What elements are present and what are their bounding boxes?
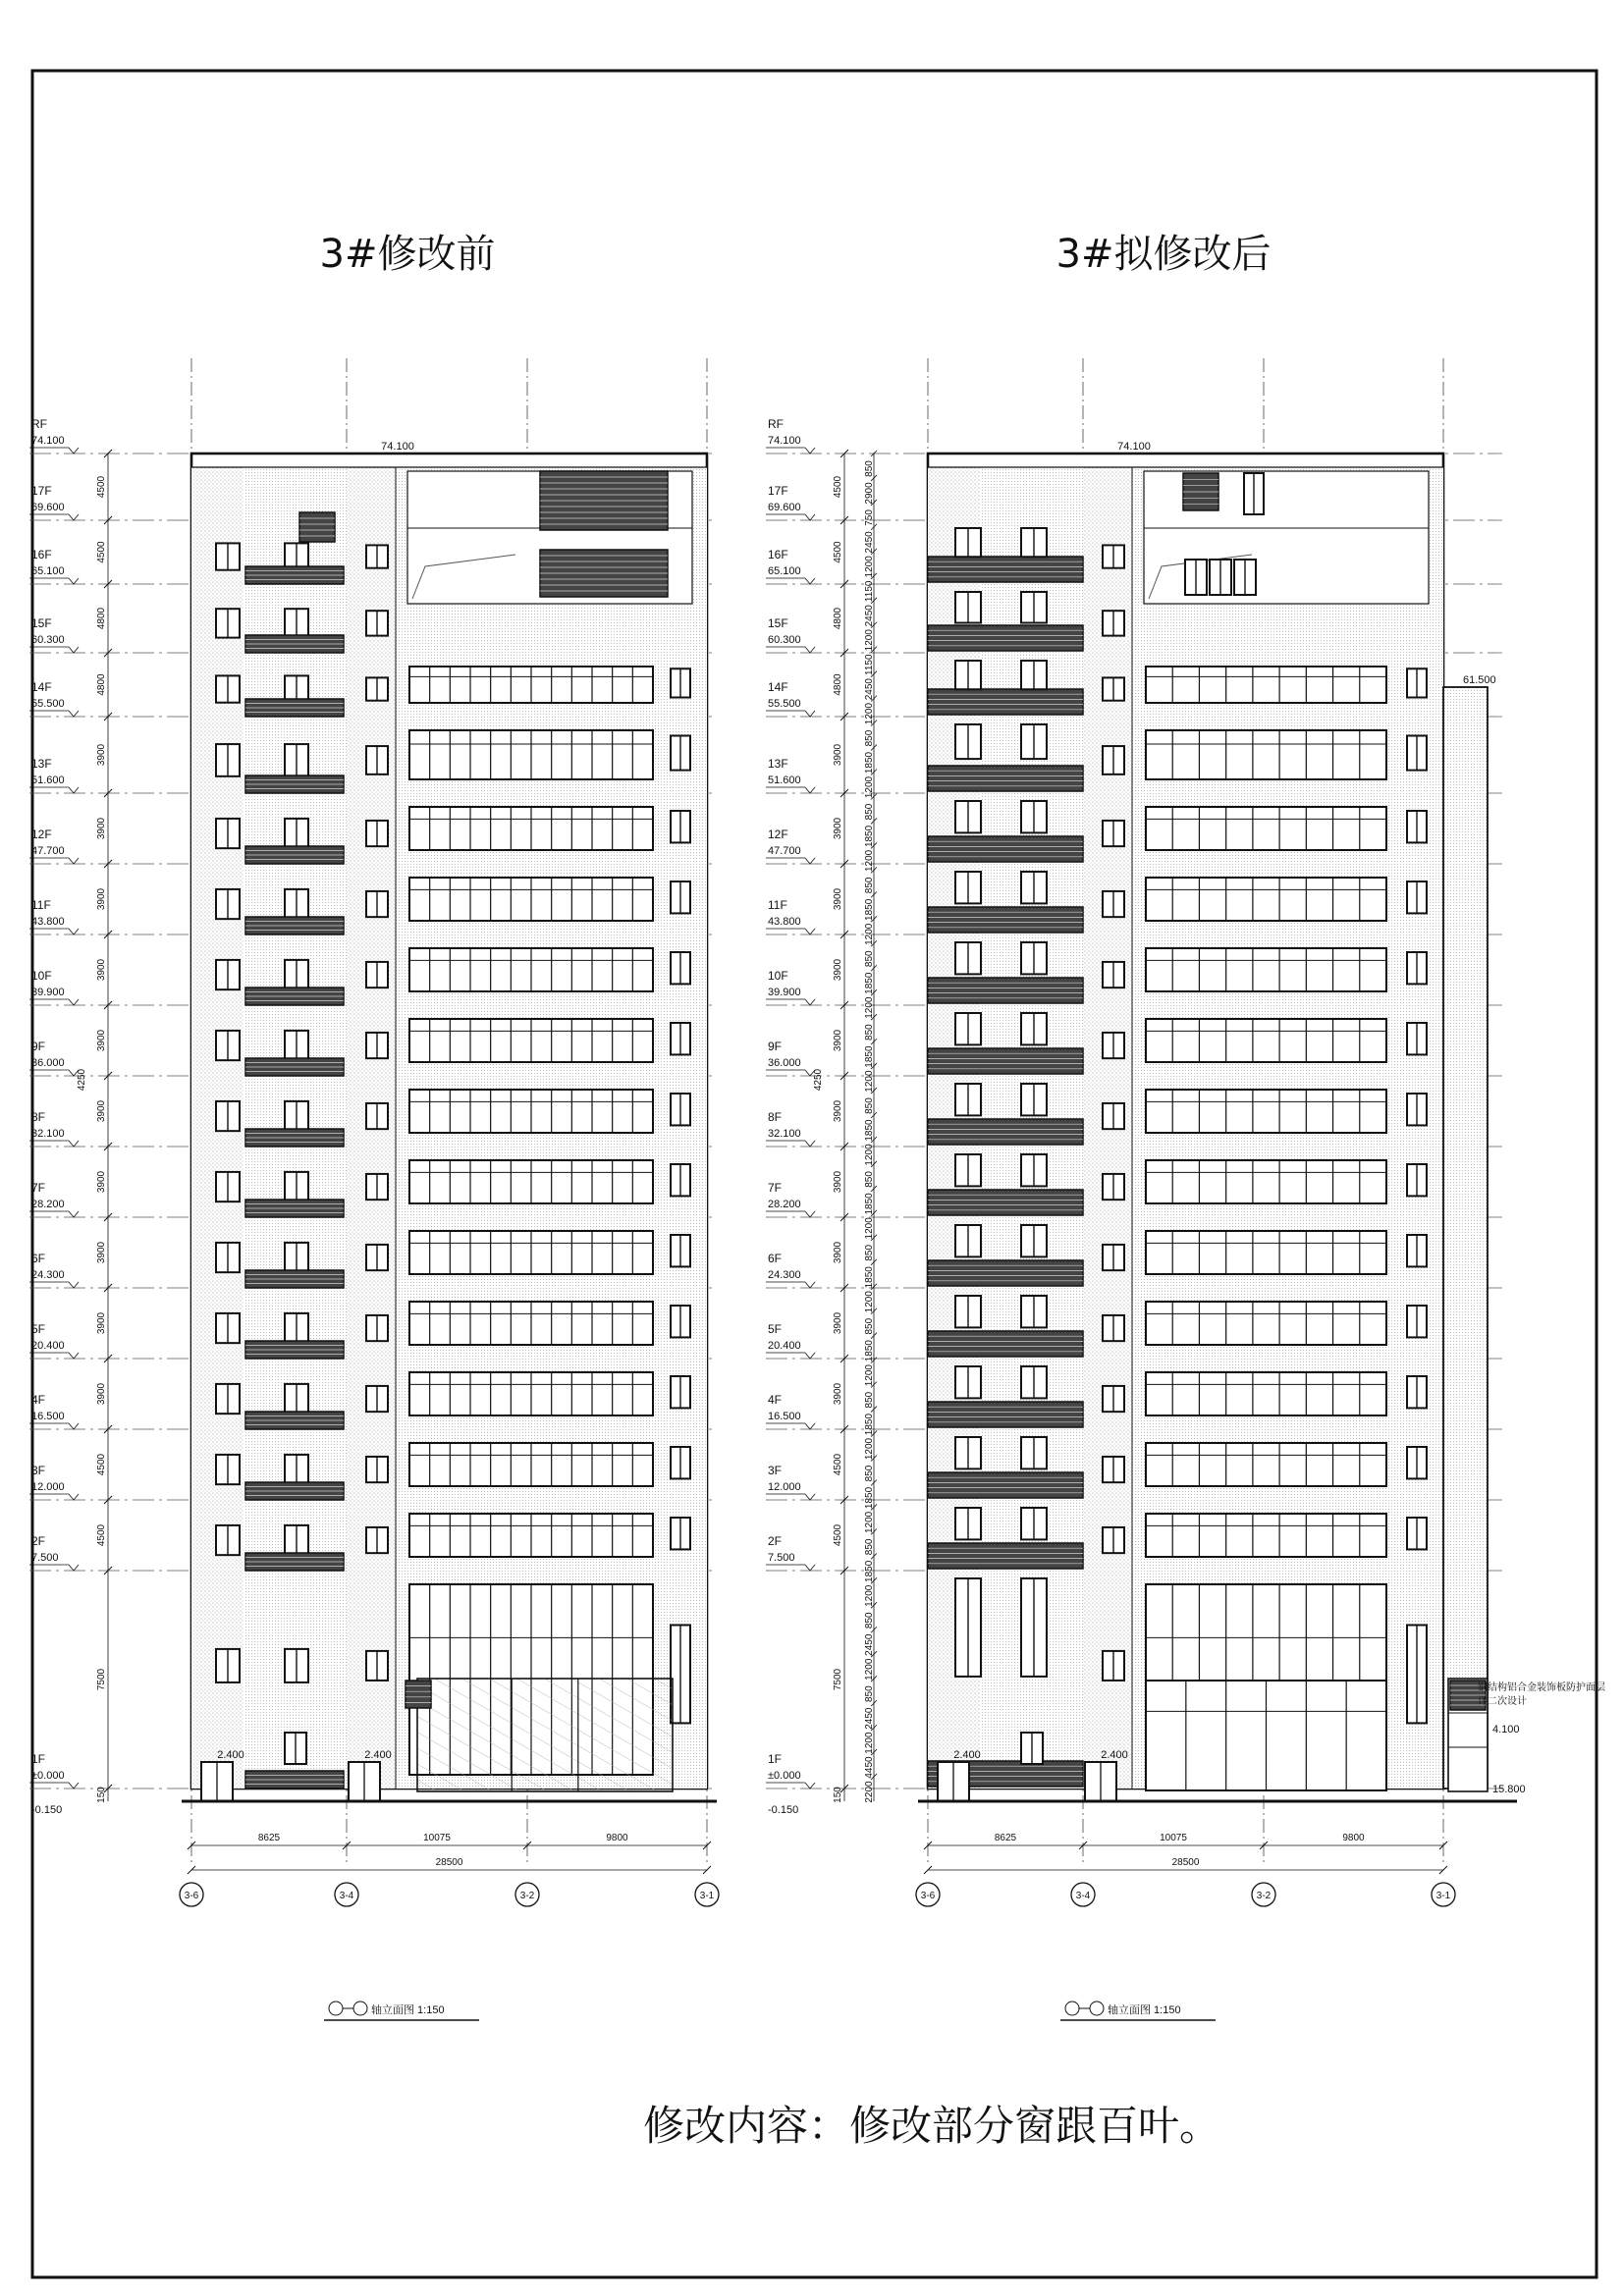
elevation-marker	[805, 999, 815, 1005]
sub-dim: 850	[864, 1538, 875, 1556]
sub-dim: 1850	[864, 1119, 875, 1142]
louver-panel	[928, 625, 1083, 651]
storey-dim: 3900	[833, 1311, 843, 1335]
elevation-marker	[805, 578, 815, 584]
axis-bubble-label: 3-6	[184, 1891, 199, 1901]
storey-dim: 4800	[96, 673, 107, 696]
sub-dim: 850	[864, 877, 875, 894]
door-mark: 2.400	[1101, 1749, 1128, 1761]
elevation-marker	[69, 647, 79, 653]
storey-dim: 3900	[96, 743, 107, 767]
sub-dim: 1200	[864, 849, 875, 873]
elevation-marker	[805, 1211, 815, 1217]
sub-dim: 4450	[864, 1756, 875, 1779]
storey-dim: 3900	[833, 958, 843, 982]
glazing-frame	[1146, 1160, 1386, 1203]
storey-dim: 3900	[833, 817, 843, 840]
sub-dim: 1200	[864, 1511, 875, 1534]
level-name: 16F	[31, 548, 52, 561]
elevation-marker	[69, 1141, 79, 1147]
sub-dim: 850	[864, 1171, 875, 1188]
sub-dim: 2450	[864, 605, 875, 627]
louver-panel	[928, 1119, 1083, 1145]
level-name: 14F	[31, 680, 52, 694]
axis-bubble-label: 3-1	[699, 1891, 715, 1901]
sub-dim: 1850	[864, 825, 875, 848]
level-elevation: 55.500	[768, 698, 801, 710]
louver-panel	[928, 978, 1083, 1003]
level-name: 16F	[768, 548, 788, 561]
level-name: 17F	[768, 484, 788, 498]
side-dim: 4250	[813, 1068, 824, 1092]
level-name: 5F	[768, 1322, 783, 1336]
level-name: 10F	[31, 969, 52, 983]
sub-dim: 1200	[864, 629, 875, 652]
level-name: 17F	[31, 484, 52, 498]
level-elevation: 69.600	[31, 502, 65, 513]
glazing-frame	[1146, 1372, 1386, 1415]
left-elevation	[29, 358, 719, 1906]
louver-panel	[928, 907, 1083, 933]
level-name: 12F	[768, 828, 788, 841]
level-elevation: 69.600	[768, 502, 801, 513]
sub-dim: 1200	[864, 1291, 875, 1313]
level-name: 6F	[31, 1252, 46, 1265]
storey-dim: 7500	[833, 1668, 843, 1691]
glazing-frame	[1146, 807, 1386, 850]
level-elevation: 74.100	[31, 435, 65, 447]
elevation-marker	[69, 711, 79, 717]
level-name: 4F	[31, 1393, 46, 1407]
level-elevation: 20.400	[31, 1340, 65, 1352]
storey-dim: 3900	[96, 1382, 107, 1406]
sub-dim: 1850	[864, 1413, 875, 1436]
level-name: 11F	[31, 898, 51, 912]
louver-panel	[928, 557, 1083, 582]
sub-dim: 850	[864, 1097, 875, 1114]
louver-panel	[928, 689, 1083, 715]
annex-note-line-2: 详二次设计	[1478, 1696, 1527, 1707]
sub-dim: 1200	[864, 702, 875, 725]
annex-mid-mark: 4.100	[1492, 1724, 1520, 1735]
sub-dim: 1200	[864, 1658, 875, 1681]
elevation-marker	[805, 858, 815, 864]
elevation-marker	[69, 1353, 79, 1359]
ground-elevation: -0.150	[768, 1804, 799, 1816]
axis-bubble-label: 3-1	[1435, 1891, 1451, 1901]
louver-panel	[928, 1402, 1083, 1427]
sub-dim: 1850	[864, 1560, 875, 1582]
sub-dim: 2450	[864, 1633, 875, 1656]
total-dim: 28500	[1171, 1857, 1200, 1868]
sub-dim: 1200	[864, 1437, 875, 1461]
glazing-frame	[1146, 878, 1386, 921]
level-name: 13F	[768, 757, 788, 771]
storey-dim: 3900	[96, 887, 107, 911]
storey-dim: 4800	[833, 607, 843, 630]
level-elevation: 24.300	[31, 1269, 65, 1281]
roof-mark: 74.100	[381, 441, 414, 453]
glazing-frame	[1146, 730, 1386, 779]
level-name: RF	[768, 417, 784, 431]
sub-dim: 850	[864, 460, 875, 477]
door-mark: 2.400	[364, 1749, 392, 1761]
level-elevation: 12.000	[31, 1481, 65, 1493]
storey-dim: 3900	[96, 1029, 107, 1052]
storey-dim: 4800	[96, 607, 107, 630]
sub-dim: 850	[864, 1317, 875, 1335]
storey-dim: 4800	[833, 673, 843, 696]
storey-dim: 4500	[96, 1453, 107, 1476]
sub-dim: 1150	[864, 580, 875, 603]
sub-dim: 850	[864, 950, 875, 968]
level-name: 6F	[768, 1252, 783, 1265]
elevation-marker	[69, 999, 79, 1005]
level-elevation: 65.100	[31, 565, 65, 577]
sub-dim: 850	[864, 1244, 875, 1261]
storey-dim: 3900	[833, 743, 843, 767]
elevation-marker	[69, 858, 79, 864]
ground-elevation: -0.150	[31, 1804, 63, 1816]
level-elevation: 36.000	[31, 1057, 65, 1069]
elevation-marker	[805, 929, 815, 934]
level-elevation: ±0.000	[768, 1770, 801, 1782]
door-mark: 2.400	[217, 1749, 244, 1761]
level-elevation: 65.100	[768, 565, 801, 577]
louver-panel	[928, 1543, 1083, 1569]
level-name: 15F	[768, 616, 788, 630]
sub-dim: 850	[864, 1465, 875, 1482]
sub-dim: 850	[864, 1612, 875, 1629]
elevation-marker	[805, 1783, 815, 1789]
storey-dim: 3900	[833, 1382, 843, 1406]
glazing-frame	[1146, 1514, 1386, 1557]
sub-dim: 1200	[864, 923, 875, 945]
level-name: 14F	[768, 680, 788, 694]
storey-dim: 3900	[833, 887, 843, 911]
sub-dim: 1850	[864, 1193, 875, 1215]
storey-dim: 4500	[96, 1523, 107, 1547]
level-elevation: 20.400	[768, 1340, 801, 1352]
level-elevation: 47.700	[768, 845, 801, 857]
sub-dim: 850	[864, 1685, 875, 1703]
level-name: 13F	[31, 757, 52, 771]
storey-dim: 3900	[833, 1029, 843, 1052]
level-name: 7F	[768, 1181, 783, 1195]
level-name: 5F	[31, 1322, 46, 1336]
annex-wall	[1443, 687, 1488, 1789]
elevation-marker	[69, 929, 79, 934]
axis-bubble-label: 3-4	[339, 1891, 354, 1901]
sub-dim: 2900	[864, 482, 875, 505]
level-elevation: 43.800	[768, 916, 801, 928]
door-mark: 2.400	[953, 1749, 981, 1761]
sub-dim: 1200	[864, 556, 875, 578]
left-caption-group	[324, 2002, 479, 2020]
storey-dim: 3900	[96, 1241, 107, 1264]
sub-dim: 1850	[864, 1266, 875, 1289]
level-name: 7F	[31, 1181, 46, 1195]
level-elevation: ±0.000	[31, 1770, 65, 1782]
level-name: 1F	[31, 1752, 46, 1766]
glazing-frame	[1146, 1443, 1386, 1486]
level-name: 2F	[768, 1534, 783, 1548]
elevation-marker	[805, 1282, 815, 1288]
elevation-marker	[805, 711, 815, 717]
storey-dim: 4500	[833, 475, 843, 499]
level-elevation: 28.200	[768, 1199, 801, 1210]
roof-mark: 74.100	[1117, 441, 1151, 453]
storey-dim: 3900	[96, 958, 107, 982]
sub-dim: 1850	[864, 1340, 875, 1362]
left-caption: 轴立面图 1:150	[371, 2004, 445, 2016]
sub-dim: 850	[864, 1024, 875, 1041]
louver-panel	[928, 836, 1083, 862]
level-elevation: 51.600	[31, 774, 65, 786]
level-elevation: 32.100	[31, 1128, 65, 1140]
sub-dim: 2450	[864, 1707, 875, 1730]
lobby-curtain-wall	[417, 1679, 673, 1791]
level-name: 9F	[31, 1040, 46, 1053]
storey-dim: 7500	[96, 1668, 107, 1691]
elevation-marker	[805, 1494, 815, 1500]
elevation-marker	[805, 448, 815, 454]
elevation-marker	[69, 578, 79, 584]
glazing-frame	[1146, 1231, 1386, 1274]
level-elevation: 24.300	[768, 1269, 801, 1281]
level-name: 8F	[768, 1110, 783, 1124]
bay-dim: 8625	[257, 1833, 281, 1843]
sub-dim: 750	[864, 509, 875, 526]
level-name: 2F	[31, 1534, 46, 1548]
glazing-frame	[1146, 1090, 1386, 1133]
storey-dim: 4500	[833, 1453, 843, 1476]
elevation-marker	[805, 1141, 815, 1147]
level-name: 1F	[768, 1752, 783, 1766]
storey-dim: 3900	[96, 1170, 107, 1194]
sub-dim: 1200	[864, 1584, 875, 1607]
level-name: 15F	[31, 616, 52, 630]
level-name: 4F	[768, 1393, 783, 1407]
glazing-frame	[1146, 948, 1386, 991]
elevation-marker	[69, 448, 79, 454]
sub-dim: 1200	[864, 1070, 875, 1093]
sub-dim: 2450	[864, 531, 875, 554]
louver-panel	[299, 512, 335, 542]
sub-dim: 1200	[864, 1217, 875, 1240]
storey-dim: 4500	[96, 541, 107, 563]
storey-dim: 150	[833, 1787, 843, 1803]
level-elevation: 74.100	[768, 435, 801, 447]
sub-dim: 850	[864, 729, 875, 747]
louver-panel	[928, 1472, 1083, 1498]
sub-dim: 1200	[864, 996, 875, 1019]
storey-dim: 3900	[96, 817, 107, 840]
annex-ground-mark: 15.800	[1492, 1784, 1526, 1795]
sub-dim: 1850	[864, 898, 875, 921]
sub-dim: 1200	[864, 1364, 875, 1387]
bay-dim: 10075	[1160, 1833, 1187, 1843]
right-caption-group	[1060, 2002, 1216, 2020]
glazing-frame	[1146, 1019, 1386, 1062]
storey-dim: 4500	[96, 475, 107, 499]
louver-panel	[406, 1681, 431, 1708]
level-elevation: 39.900	[768, 987, 801, 998]
glazing-frame	[1146, 667, 1386, 703]
elevation-marker	[805, 514, 815, 520]
storey-dim: 4500	[833, 1523, 843, 1547]
level-elevation: 55.500	[31, 698, 65, 710]
axis-bubble-label: 3-2	[1256, 1891, 1272, 1901]
glazing-frame	[1146, 1302, 1386, 1345]
level-elevation: 7.500	[31, 1552, 59, 1564]
sub-dim: 2200	[864, 1781, 875, 1803]
sub-dim: 850	[864, 1391, 875, 1409]
sub-dim: 1200	[864, 775, 875, 799]
level-name: 3F	[31, 1464, 46, 1477]
storey-dim: 3900	[96, 1099, 107, 1123]
level-elevation: 43.800	[31, 916, 65, 928]
bay-dim: 8625	[994, 1833, 1017, 1843]
sub-dim: 1850	[864, 1045, 875, 1068]
left-title: 3#修改前	[319, 232, 496, 277]
sub-dim: 2450	[864, 678, 875, 701]
storey-dim: 3900	[833, 1099, 843, 1123]
elevation-marker	[69, 514, 79, 520]
louver-panel	[928, 766, 1083, 791]
bay-dim: 9800	[606, 1833, 628, 1843]
louver-panel	[928, 1331, 1083, 1357]
bay-dim: 9800	[1342, 1833, 1365, 1843]
axis-bubble-label: 3-6	[920, 1891, 936, 1901]
annex-top-mark: 61.500	[1463, 674, 1496, 686]
level-name: RF	[31, 417, 47, 431]
sub-dim: 1200	[864, 1144, 875, 1166]
sub-dim: 1200	[864, 1732, 875, 1754]
elevation-marker	[69, 1494, 79, 1500]
elevation-marker	[69, 787, 79, 793]
elevation-marker	[69, 1423, 79, 1429]
level-elevation: 7.500	[768, 1552, 795, 1564]
storey-dim: 3900	[833, 1241, 843, 1264]
elevation-marker	[805, 647, 815, 653]
sub-dim: 1850	[864, 972, 875, 994]
level-elevation: 60.300	[31, 634, 65, 646]
level-name: 11F	[768, 898, 787, 912]
louver-panel	[928, 1048, 1083, 1074]
elevation-marker	[805, 787, 815, 793]
level-elevation: 28.200	[31, 1199, 65, 1210]
modification-note: 修改内容：修改部分窗跟百叶。	[643, 2102, 1221, 2150]
level-elevation: 60.300	[768, 634, 801, 646]
total-dim: 28500	[435, 1857, 463, 1868]
level-name: 9F	[768, 1040, 783, 1053]
elevation-marker	[69, 1211, 79, 1217]
level-name: 10F	[768, 969, 788, 983]
annex-note-line-1: 钢结构铝合金装饰板防护面层	[1478, 1682, 1605, 1693]
elevation-marker	[69, 1282, 79, 1288]
level-elevation: 16.500	[768, 1411, 801, 1422]
right-caption: 轴立面图 1:150	[1108, 2004, 1181, 2016]
right-title: 3#拟修改后	[1056, 232, 1272, 277]
elevation-marker	[805, 1423, 815, 1429]
level-elevation: 12.000	[768, 1481, 801, 1493]
louver-panel	[928, 1190, 1083, 1215]
elevation-marker	[805, 1565, 815, 1571]
level-name: 8F	[31, 1110, 46, 1124]
level-elevation: 16.500	[31, 1411, 65, 1422]
elevation-marker	[805, 1353, 815, 1359]
right-elevation	[766, 358, 1605, 1906]
level-name: 3F	[768, 1464, 783, 1477]
sub-dim: 1150	[864, 654, 875, 675]
level-elevation: 32.100	[768, 1128, 801, 1140]
sub-dim: 1850	[864, 1486, 875, 1510]
sub-dim: 850	[864, 803, 875, 821]
axis-bubble-label: 3-2	[519, 1891, 535, 1901]
louver-panel	[928, 1260, 1083, 1286]
storey-dim: 3900	[833, 1170, 843, 1194]
axis-bubble-label: 3-4	[1075, 1891, 1091, 1901]
bay-dim: 10075	[423, 1833, 451, 1843]
level-elevation: 47.700	[31, 845, 65, 857]
storey-dim: 4500	[833, 541, 843, 563]
level-elevation: 51.600	[768, 774, 801, 786]
level-elevation: 39.900	[31, 987, 65, 998]
sub-dim: 1850	[864, 751, 875, 774]
storey-dim: 3900	[96, 1311, 107, 1335]
level-elevation: 36.000	[768, 1057, 801, 1069]
elevation-marker	[69, 1783, 79, 1789]
storey-dim: 150	[96, 1787, 107, 1803]
level-name: 12F	[31, 828, 52, 841]
elevation-marker	[69, 1565, 79, 1571]
side-dim: 4250	[77, 1068, 87, 1092]
